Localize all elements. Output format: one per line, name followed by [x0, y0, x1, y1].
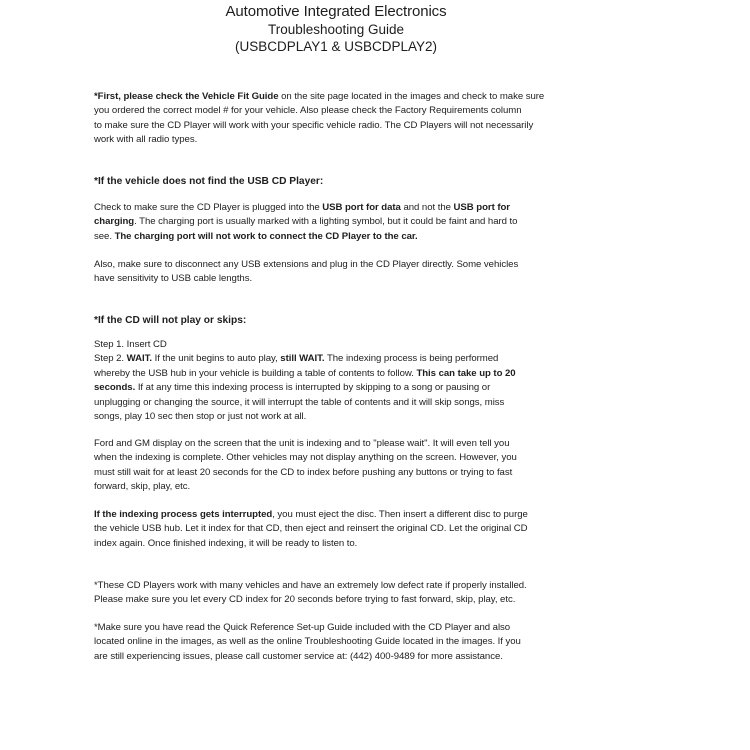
- document-subtitle: Troubleshooting Guide: [267, 22, 405, 37]
- note-customer-service: [94, 621, 586, 664]
- bold-text: USB port for data: [322, 202, 401, 213]
- text-line: Ford and GM display on the screen that the unit is indexing and to "please wait". It will even tell you: [94, 438, 510, 449]
- text-run: , you must eject the disc. Then insert a different disc to purge: [272, 509, 528, 520]
- text-run: If the unit begins to auto play,: [152, 353, 281, 365]
- text-run: Check to make sure the CD Player is plugged into the: [94, 202, 323, 213]
- steps-paragraph: [94, 338, 586, 424]
- bold-text: charging: [94, 216, 135, 228]
- not-found-paragraph-1: [94, 201, 586, 244]
- section-heading-skips: *If the CD will not play or skips:: [94, 315, 247, 326]
- not-found-paragraph-2: [94, 258, 586, 287]
- bold-text: WAIT.: [126, 353, 153, 365]
- text-line: *These CD Players work with many vehicles and have an extremely low defect rate if properly installed.: [94, 580, 527, 591]
- text-run: see.: [94, 230, 115, 242]
- text-line: forward, skip, play, etc.: [94, 481, 191, 493]
- text-line: the vehicle USB hub. Let it index for that CD, then eject and reinsert the original CD. Let the original CD: [94, 523, 528, 535]
- interrupted-paragraph: [94, 508, 586, 551]
- bold-text: *First, please check the Vehicle Fit Guide: [94, 91, 279, 102]
- text-run: on the site page located in the images and check to make sure: [278, 91, 545, 102]
- bold-text: still WAIT.: [280, 353, 325, 365]
- text-line: [94, 215, 586, 229]
- document-header: [0, 2, 672, 55]
- text-line: are still experiencing issues, please call customer service at: (442) 400-9489 for more assistance.: [94, 650, 503, 662]
- text-line: located online in the images, as well as the online Troubleshooting Guide located in the images. If you: [94, 636, 521, 648]
- text-line: Please make sure you let every CD index for 20 seconds before trying to fast forward, skip, play, etc.: [94, 594, 516, 606]
- text-line: when the indexing is complete. Other vehicles may not display anything on the screen. However, you: [94, 452, 517, 464]
- text-line: songs, play 10 sec then stop or just not work at all.: [94, 411, 307, 423]
- text-run: and not the: [400, 202, 454, 213]
- section-heading-not-found: *If the vehicle does not find the USB CD Player:: [94, 176, 324, 187]
- text-run: . The charging port is usually marked with a lighting symbol, but it could be faint and hard to: [134, 216, 518, 228]
- bold-text: This can take up to 20: [416, 367, 516, 379]
- text-line: Step 1. Insert CD: [94, 339, 167, 350]
- text-line: you ordered the correct model # for your vehicle. Also please check the Factory Requirements column: [94, 105, 522, 117]
- text-run: If at any time this indexing process is interrupted by skipping to a song or pausing or: [135, 382, 491, 394]
- text-line: [94, 201, 586, 215]
- text-run: The indexing process is being performed: [324, 353, 499, 365]
- product-models: (USBCDPLAY1 & USBCDPLAY2): [234, 39, 438, 54]
- text-run: Step 2.: [94, 353, 127, 365]
- text-run: whereby the USB hub in your vehicle is building a table of contents to follow.: [94, 367, 417, 379]
- text-line: unplugging or changing the source, it will interrupt the table of contents and it will skip songs, miss: [94, 396, 505, 408]
- text-line: [94, 381, 586, 395]
- text-line: [94, 230, 586, 244]
- text-line: [94, 352, 586, 366]
- bold-text: If the indexing process gets interrupted: [94, 509, 273, 520]
- text-line: index again. Once finished indexing, it will be ready to listen to.: [94, 537, 358, 549]
- document-title: Automotive Integrated Electronics: [225, 3, 447, 20]
- text-line: [94, 90, 586, 104]
- ford-gm-paragraph: [94, 437, 586, 495]
- text-line: [94, 367, 586, 381]
- note-defect-rate: [94, 579, 586, 608]
- text-line: Also, make sure to disconnect any USB extensions and plug in the CD Player directly. Some vehicles: [94, 259, 519, 270]
- bold-text: seconds.: [94, 382, 136, 394]
- text-line: must still wait for at least 20 seconds for the CD to index before pushing any buttons or trying to fast: [94, 466, 513, 478]
- bold-text: The charging port will not work to connect the CD Player to the car.: [114, 230, 418, 242]
- intro-paragraph: [94, 90, 586, 148]
- bold-text: USB port for: [453, 202, 510, 213]
- text-line: have sensitivity to USB cable lengths.: [94, 273, 253, 285]
- text-line: work with all radio types.: [94, 134, 198, 146]
- text-line: to make sure the CD Player will work with your specific vehicle radio. The CD Players will not necessarily: [94, 119, 534, 131]
- text-line: [94, 508, 586, 522]
- text-line: *Make sure you have read the Quick Reference Set-up Guide included with the CD Player and also: [94, 622, 511, 633]
